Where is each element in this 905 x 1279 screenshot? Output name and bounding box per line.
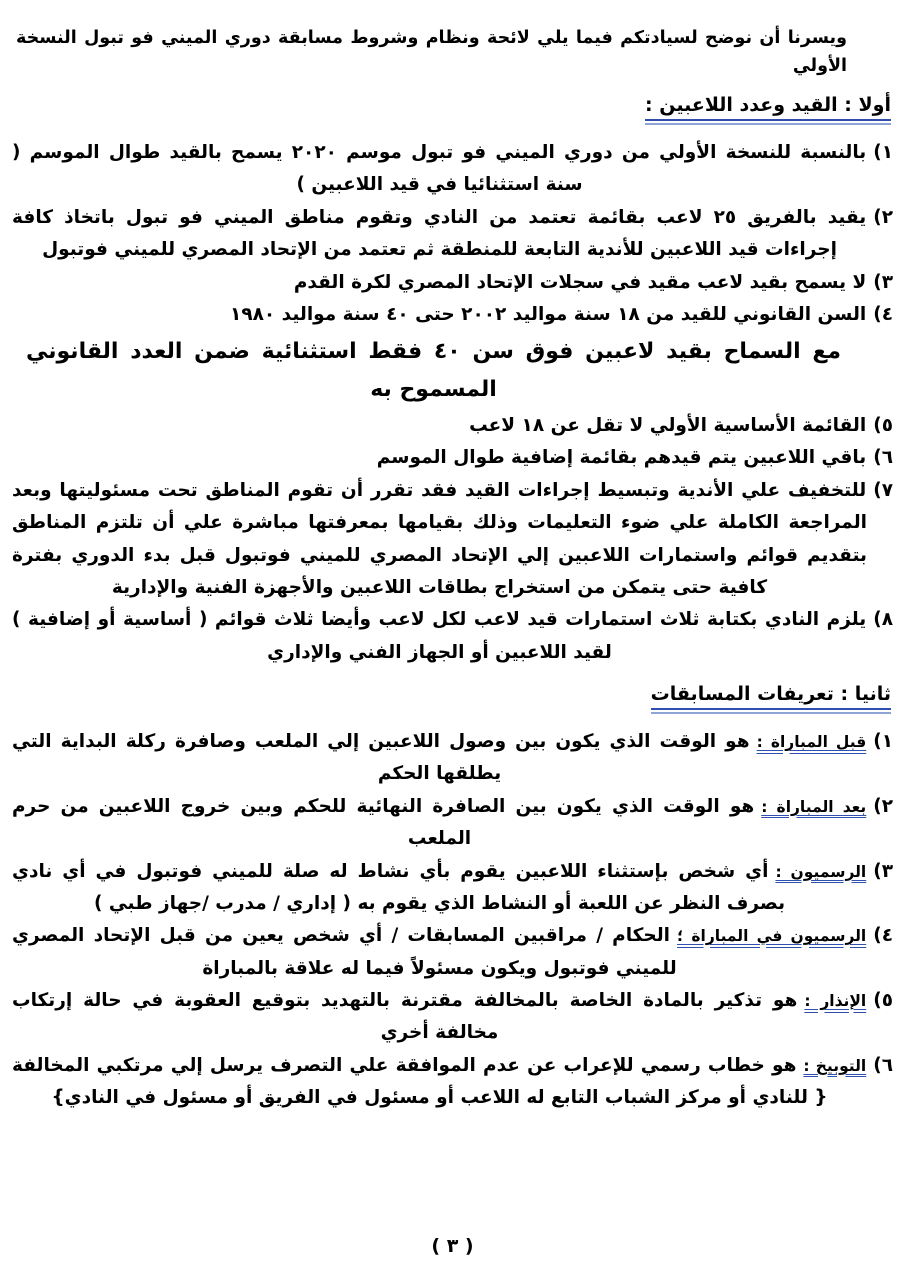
item-text: بالنسبة للنسخة الأولي من دوري الميني فو تبول موسم ٢٠٢٠ يسمح بالقيد طوال الموسم ( سنة استثنائيا في قيد اللاعبين ) <box>12 142 867 196</box>
item-number: ٨) <box>873 609 893 631</box>
intro-paragraph: ويسرنا أن نوضح لسيادتكم فيما يلي لائحة ونظام وشروط مسابقة دوري الميني فو تبول النسخة الأولي <box>16 28 847 76</box>
term-label: بعد المباراة : <box>761 797 867 816</box>
section-items <box>12 726 893 1115</box>
item-text: هو الوقت الذي يكون بين وصول اللاعبين إلي الملعب وصافرة ركلة البداية التي يطلقها الحكم <box>12 731 750 785</box>
item-number: ٤) <box>873 303 893 325</box>
item-number: ٤) <box>873 925 893 947</box>
item-number: ٢) <box>873 206 893 228</box>
item-text: السن القانوني للقيد من ١٨ سنة مواليد ٢٠٠٢ حتى ٤٠ سنة مواليد ١٩٨٠ <box>230 303 867 325</box>
item-text: هو الوقت الذي يكون بين الصافرة النهائية للحكم وبين خروج اللاعبين من حرم الملعب <box>12 795 755 850</box>
item-text: لا يسمح بقيد لاعب مقيد في سجلات الإتحاد المصري لكرة القدم <box>293 271 867 293</box>
list-item <box>12 791 893 856</box>
item-text: الحكام / مراقبين المسابقات / أي شخص يعين من قبل الإتحاد المصري للميني فوتبول ويكون مسئولاً فيما له علاقة بالمباراة <box>12 925 677 979</box>
item-number: ٥) <box>873 415 893 437</box>
item-text: يقيد بالفريق ٢٥ لاعب بقائمة تعتمد من النادي وتقوم مناطق الميني فو تبول باتخاذ كافة إجراءات قيد اللاعبين للأندية التابعة للمنطقة ثم تعتمد من الإتحاد المصري للميني فوتبول <box>12 206 867 261</box>
list-item <box>12 299 893 410</box>
list-item <box>12 726 893 791</box>
section-heading <box>12 94 891 121</box>
section-1 <box>12 94 893 669</box>
list-item <box>12 267 893 299</box>
item-number: ٢) <box>873 795 893 817</box>
item-number: ٣) <box>873 860 893 882</box>
item-text: باقي اللاعبين يتم قيدهم بقائمة إضافية طوال الموسم <box>376 447 867 469</box>
item-number: ١) <box>873 731 893 753</box>
item-number: ٧) <box>873 479 893 501</box>
term-label: التوبيخ : <box>803 1056 867 1075</box>
list-item <box>12 1050 893 1115</box>
item-number: ٥) <box>873 990 893 1012</box>
section-2 <box>12 683 893 1115</box>
term-label: الرسميون في المباراة ؛ <box>677 927 867 946</box>
list-item <box>12 410 893 442</box>
term-label: قبل المباراة : <box>756 733 867 752</box>
item-text: للتخفيف علي الأندية وتبسيط إجراءات القيد فقد تقرر أن تقوم المناطق تحت مسئوليتها وبعد المراجعة الكاملة علي ضوء التعليمات وذلك بقيامها بمعرفتها مباشرة علي أن تلتزم المناطق بتقديم قوائم واستمارات اللاعبين إلي الإتحاد المصري للميني فوتبول قبل بدء الدوري بفترة كافية حتى يتمكن من استخراج بطاقات اللاعبين والأجهزة الفنية والإدارية <box>12 479 867 598</box>
list-item <box>12 475 893 605</box>
section-heading <box>12 683 891 710</box>
sections-container <box>12 94 893 1115</box>
list-item <box>12 202 893 267</box>
list-item <box>12 137 893 202</box>
page-number: ( ٣ ) <box>431 1235 474 1257</box>
list-item <box>12 604 893 669</box>
item-number: ٦) <box>873 1054 894 1076</box>
item-text: القائمة الأساسية الأولي لا تقل عن ١٨ لاعب <box>469 415 867 437</box>
list-item <box>12 920 893 985</box>
item-text: يلزم النادي بكتابة ثلاث استمارات قيد لاعب لكل لاعب وأيضا ثلاث قوائم ( أساسية أو إضافية ) لقيد اللاعبين أو الجهاز الفني والإداري <box>12 609 867 663</box>
section-heading-text: ثانيا : تعريفات المسابقات <box>651 683 891 710</box>
item-number: ٦) <box>873 447 893 469</box>
section-items <box>12 137 893 669</box>
list-item <box>12 985 893 1050</box>
item-number: ١) <box>873 142 893 163</box>
list-item <box>12 856 893 921</box>
term-label: الرسميون : <box>775 862 867 881</box>
item-number: ٣) <box>873 271 893 293</box>
emphasis-text: مع السماح بقيد لاعبين فوق سن ٤٠ فقط استثنائية ضمن العدد القانوني المسموح به <box>26 339 841 402</box>
item-text: هو خطاب رسمي للإعراب عن عدم الموافقة علي التصرف يرسل إلي مرتكبي المخالفة { للنادي أو مركز الشباب التابع له اللاعب أو مسئول في الفريق أو مسئول في النادي} <box>12 1054 828 1109</box>
section-heading-text: أولا : القيد وعدد اللاعبين : <box>645 94 891 121</box>
item-text: هو تذكير بالمادة الخاصة بالمخالفة مقترنة بالتهديد بتوقيع العقوبة في حالة إرتكاب مخالفة أخري <box>12 990 798 1044</box>
list-item <box>12 442 893 474</box>
term-label: الإنذار : <box>804 992 867 1011</box>
item-text: أي شخص بإستثناء اللاعبين يقوم بأي نشاط له صلة للميني فوتبول في أي نادي بصرف النظر عن اللعبة أو النشاط الذي يقوم به ( إداري / مدرب /جهاز طبي ) <box>12 860 786 914</box>
